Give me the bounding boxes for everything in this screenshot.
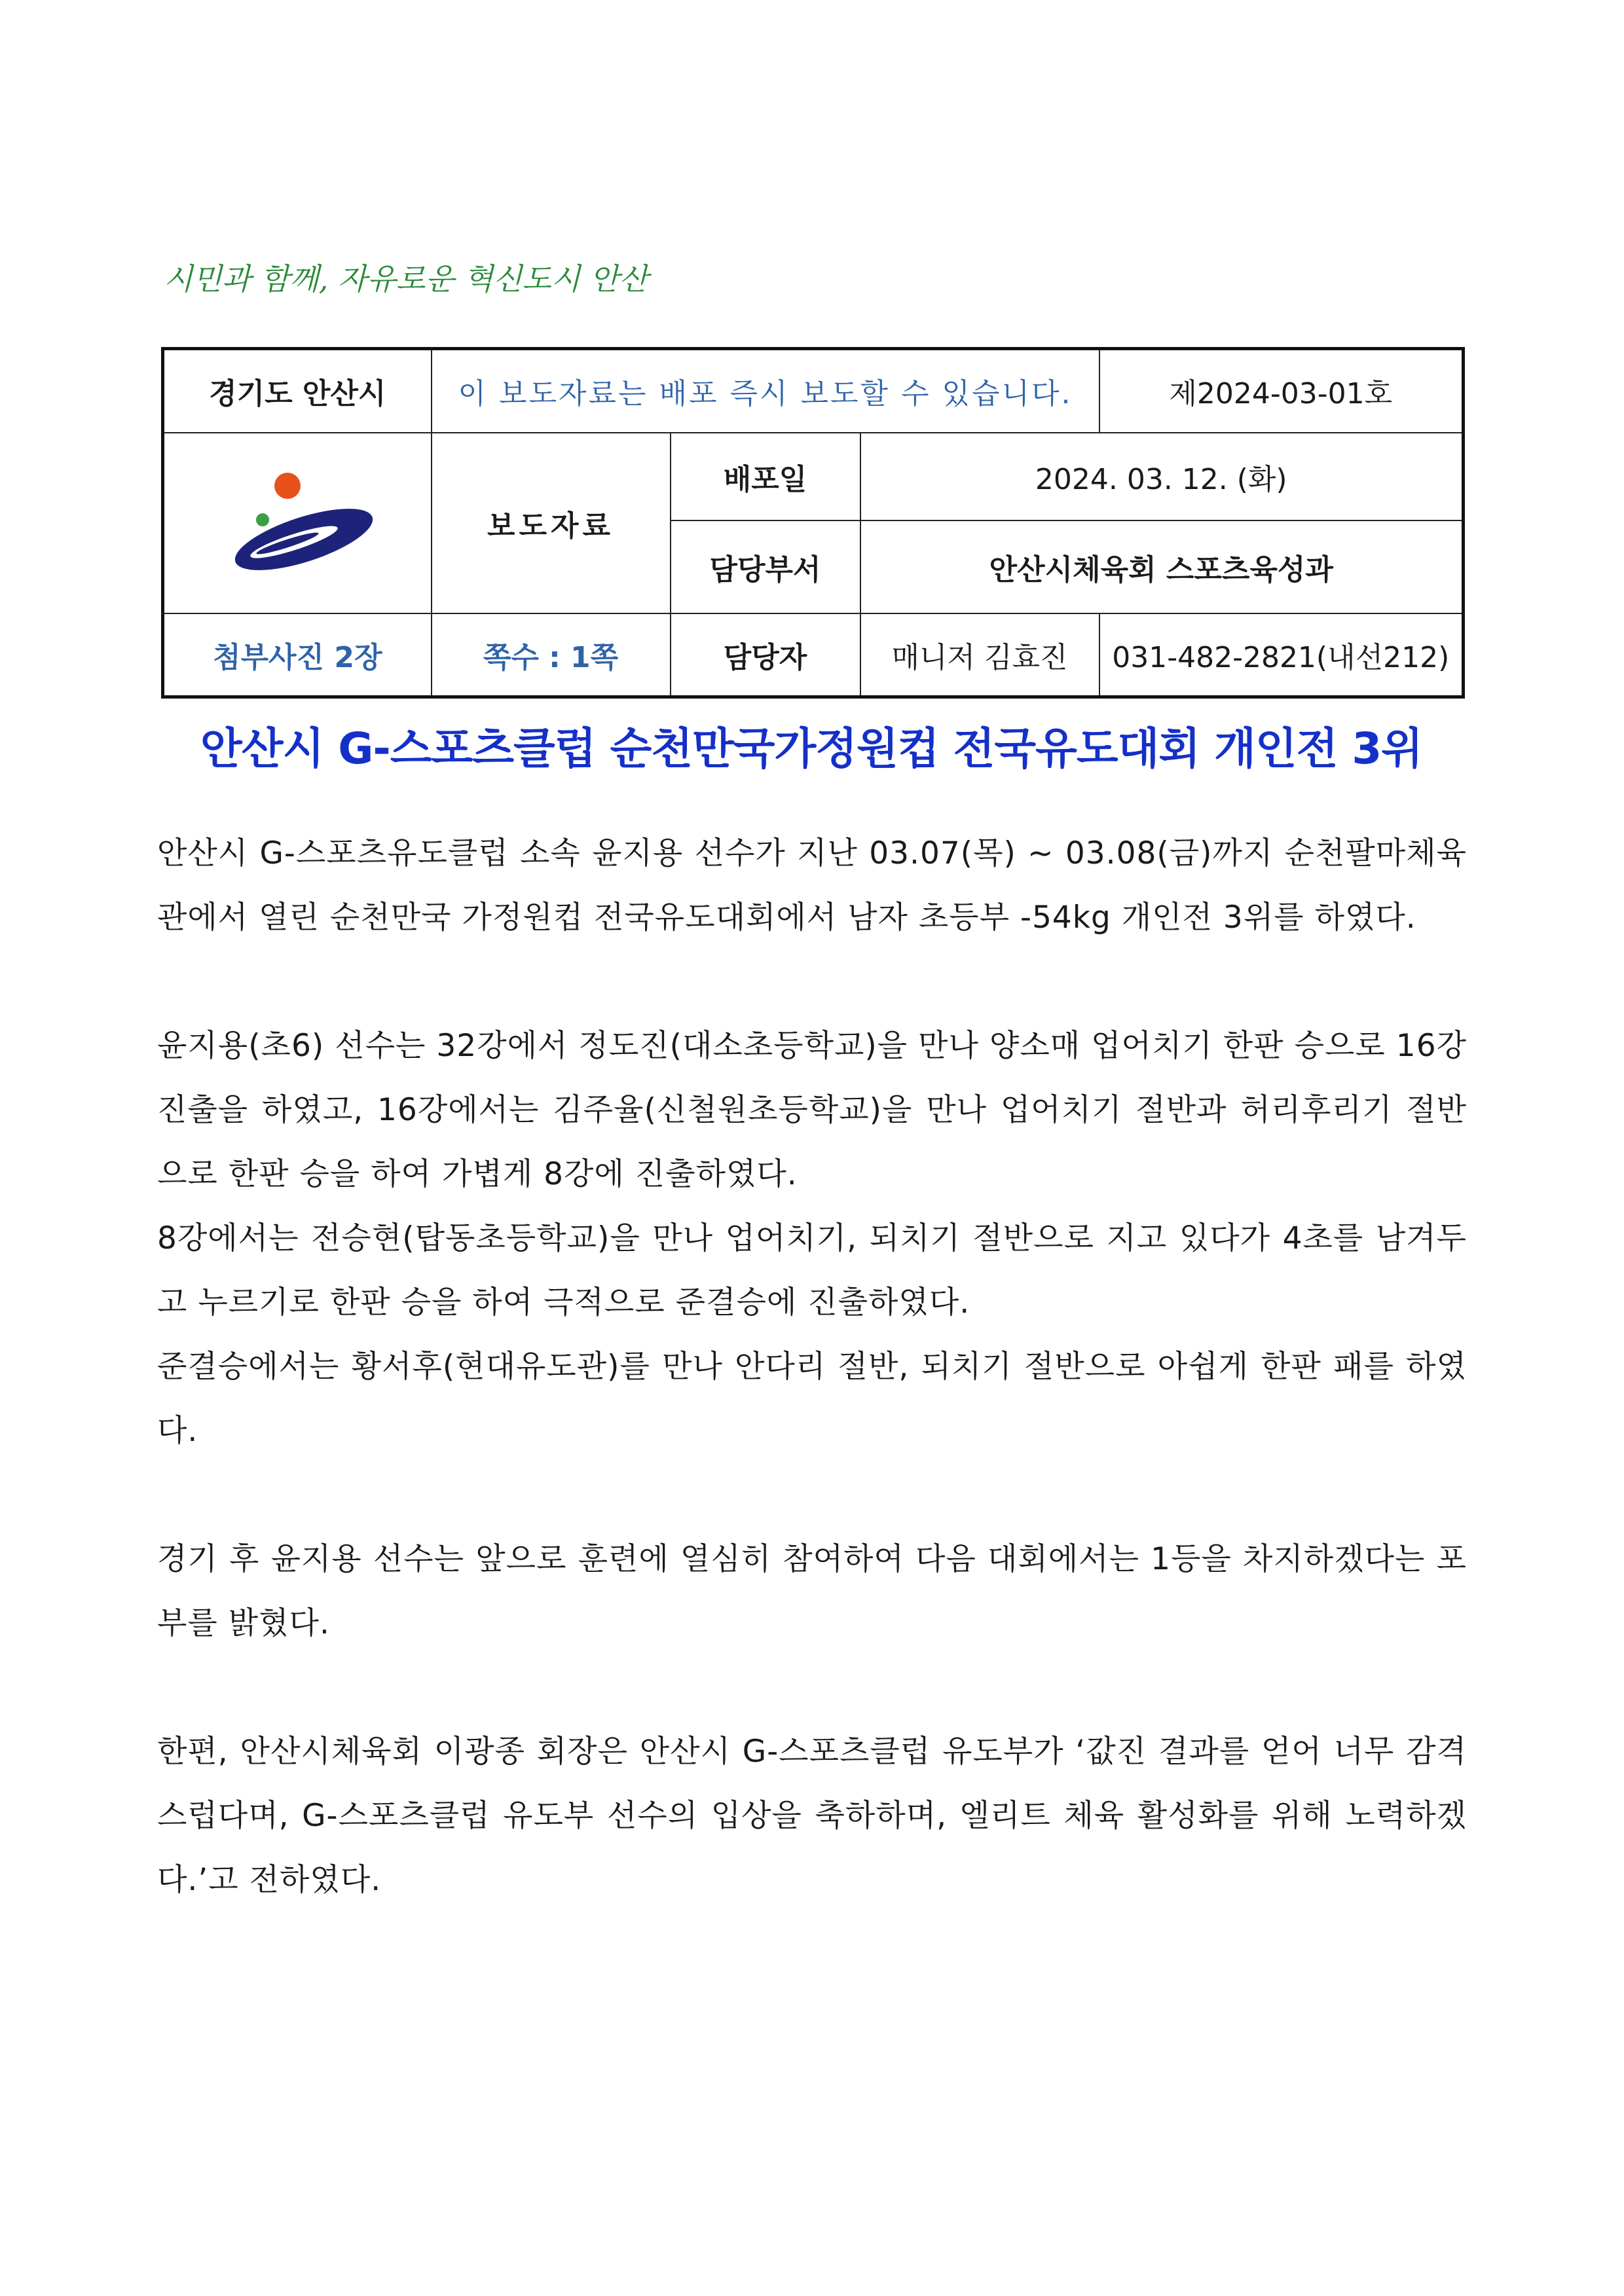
city-logo <box>163 433 432 613</box>
paragraph: 윤지용(초6) 선수는 32강에서 정도진(대소초등학교)을 만나 양소매 업어치기 한판 승으로 16강 진출을 하였고, 16강에서는 김주율(신철원초등학교)을 만나 업어치기 절반과 허리후리기 절반으로 한판 승을 하여 가볍게 8강에 진출하였다. <box>157 1028 1467 1192</box>
paragraph: 8강에서는 전승현(탑동초등학교)을 만나 업어치기, 되치기 절반으로 지고 있다가 4초를 남겨두고 누르기로 한판 승을 하여 극적으로 준결승에 진출하였다. <box>157 1220 1467 1321</box>
paragraph: 경기 후 윤지용 선수는 앞으로 훈련에 열심히 참여하여 다음 대회에서는 1등을 차지하겠다는 포부를 밝혔다. <box>157 1541 1467 1641</box>
release-date: 2024. 03. 12. (화) <box>860 433 1464 520</box>
department-label: 담당부서 <box>671 520 860 613</box>
slogan-text: 시민과 함께, 자유로운 혁신도시 안산 <box>164 261 648 297</box>
department: 안산시체육회 스포츠육성과 <box>860 520 1464 613</box>
contact-label: 담당자 <box>671 613 860 697</box>
release-notice: 이 보도자료는 배포 즉시 보도할 수 있습니다. <box>432 349 1099 433</box>
article-body <box>157 822 1467 1912</box>
city-slogan <box>164 242 648 314</box>
agency-cell: 경기도 안산시 <box>163 349 432 433</box>
slogan-graphic <box>164 242 648 314</box>
paragraph: 준결승에서는 황서후(현대유도관)를 만나 안다리 절반, 되치기 절반으로 아쉽게 한판 패를 하였다. <box>157 1349 1467 1449</box>
paragraph: 안산시 G-스포츠유도클럽 소속 윤지용 선수가 지난 03.07(목) ~ 03.08(금)까지 순천팔마체육관에서 열린 순천만국 가정원컵 전국유도대회에서 남자 초등부 -54kg 개인전 3위를 하였다. <box>157 835 1467 936</box>
press-release-title: 보도자료 <box>432 433 671 613</box>
press-release-header-table <box>161 347 1465 699</box>
contact-phone: 031-482-2821(내선212) <box>1099 613 1464 697</box>
attachment-count: 첨부사진 2장 <box>163 613 432 697</box>
page-count: 쪽수 : 1쪽 <box>432 613 671 697</box>
contact-name: 매니저 김효진 <box>860 613 1099 697</box>
headline: 안산시 G-스포츠클럽 순천만국가정원컵 전국유도대회 개인전 3위 <box>200 723 1423 774</box>
ansan-emblem-icon <box>215 461 379 585</box>
release-date-label: 배포일 <box>671 433 860 520</box>
paragraph: 한편, 안산시체육회 이광종 회장은 안산시 G-스포츠클럽 유도부가 ‘값진 결과를 얻어 너무 감격스럽다며, G-스포츠클럽 유도부 선수의 입상을 축하하며, 엘리트 체육 활성화를 위해 노력하겠다.’고 전하였다. <box>157 1734 1467 1898</box>
document-number: 제2024-03-01호 <box>1099 349 1464 433</box>
